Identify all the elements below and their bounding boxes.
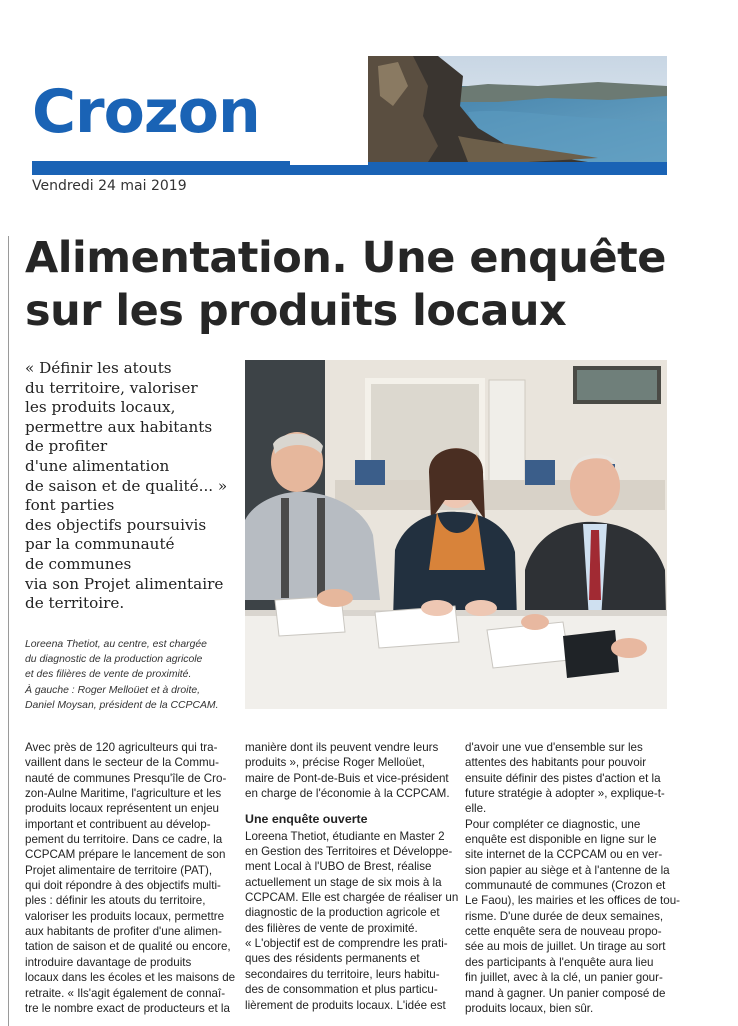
body-column-2 <box>245 740 459 1013</box>
body-line: produits locaux, bien sûr. <box>465 1001 594 1015</box>
body-line: qui doit répondre à des objectifs multi- <box>25 879 221 893</box>
body-line: retraite. « Ils'agit également de connaî- <box>25 986 226 1000</box>
body-line: site internet de la CCPCAM ou en ver- <box>465 848 663 862</box>
lead-line: via son Projet alimentaire <box>25 574 224 593</box>
body-line: « L'objectif est de comprendre les prati- <box>245 937 448 951</box>
body-line: produits », précise Roger Melloüet, <box>245 756 425 770</box>
headline <box>25 232 685 338</box>
body-line: manière dont ils peuvent vendre leurs <box>245 741 439 754</box>
body-line: ment Local à l'UBO de Brest, réalise <box>245 860 432 874</box>
body-column-3 <box>465 740 681 1016</box>
column-rule <box>8 236 9 1026</box>
body-line: d'avoir une vue d'ensemble sur les <box>465 741 643 754</box>
body-line: Loreena Thetiot, étudiante en Master 2 <box>245 829 445 843</box>
body-line: introduire davantage de produits <box>25 955 192 969</box>
body-line: future stratégie à adopter », explique-t- <box>465 787 665 801</box>
body-line: lièrement de produits locaux. L'idée est <box>245 998 446 1012</box>
lead-line: de profiter <box>25 437 108 456</box>
photo-caption <box>25 637 240 713</box>
body-line: secondaires du territoire, leurs habitu- <box>245 967 440 981</box>
body-line: tation de saison et de qualité ou encore, <box>25 940 231 954</box>
publication-date: Vendredi 24 mai 2019 <box>32 178 187 194</box>
body-line: important et contribuent au dévelop- <box>25 817 211 831</box>
lead-line: les produits locaux, <box>25 398 176 417</box>
caption-line: et des filières de vente de proximité. <box>25 669 192 681</box>
body-line: en Gestion des Territoires et Développe- <box>245 845 453 859</box>
body-line: vaillent dans le secteur de la Commu- <box>25 756 219 770</box>
body-line: attentes des habitants pour pouvoir <box>465 756 647 770</box>
lead-line: « Définir les atouts <box>25 359 172 377</box>
body-line: aux habitants de profiter d'une alimen- <box>25 925 222 939</box>
lead-line: du territoire, valoriser <box>25 378 198 397</box>
masthead-bar-gap <box>290 161 368 165</box>
headline-line-2: sur les produits locaux <box>25 286 567 336</box>
body-line: des participants à l'enquête aura lieu <box>465 955 654 969</box>
lead-paragraph <box>25 359 240 614</box>
body-line: mand à gagner. Un panier composé de <box>465 986 666 1000</box>
body-line: zon-Aulne Maritime, l'agriculture et les <box>25 787 222 801</box>
lead-line: font parties <box>25 496 115 515</box>
body-line: ples : définir les atouts du territoire, <box>25 894 206 908</box>
body-line: ensuite définir des pistes d'action et la <box>465 771 661 785</box>
body-line: des filières de vente de proximité. <box>245 921 418 935</box>
lead-line: d'une alimentation <box>25 456 170 475</box>
body-line: Avec près de 120 agriculteurs qui tra- <box>25 741 218 754</box>
caption-line: Loreena Thetiot, au centre, est chargée <box>25 639 207 650</box>
body-line: communauté de communes (Crozon et <box>465 879 666 893</box>
body-line: sion papier au siège et à l'antenne de la <box>465 863 670 877</box>
body-line: Projet alimentaire de territoire (PAT), <box>25 863 213 877</box>
body-line: sée au mois de juillet. Un tirage au sort <box>465 940 666 954</box>
body-line: risme. D'une durée de deux semaines, <box>465 909 664 923</box>
subheading: Une enquête ouverte <box>245 812 368 827</box>
caption-line: Daniel Moysan, président de la CCPCAM. <box>25 699 219 711</box>
body-line: fin juillet, avec à la clé, un panier gour- <box>465 971 663 985</box>
body-line: ques des résidents permanents et <box>245 952 420 966</box>
body-line: elle. <box>465 802 487 816</box>
body-line: cette enquête sera de nouveau propo- <box>465 925 662 939</box>
body-line: Le Faou), les mairies et les offices de tou- <box>465 894 681 908</box>
body-line: CCPCAM. Elle est chargée de réaliser un <box>245 891 459 905</box>
body-line: tre le nombre exact de producteurs et la <box>25 1001 230 1015</box>
caption-line: À gauche : Roger Melloüet et à droite, <box>25 684 201 696</box>
lead-line: des objectifs poursuivis <box>25 515 207 534</box>
body-line: CCPCAM prépare le lancement de son <box>25 848 226 862</box>
body-line: des de consommation et plus particu- <box>245 983 438 997</box>
body-line: produits locaux représentent un enjeu <box>25 802 220 816</box>
headline-line-1: Alimentation. Une enquête <box>25 233 666 283</box>
lead-line: de communes <box>25 554 132 573</box>
body-line: pement du territoire. Dans ce cadre, la <box>25 833 223 847</box>
body-line: Pour compléter ce diagnostic, une <box>465 817 641 831</box>
body-column-1 <box>25 740 236 1016</box>
body-line: valoriser les produits locaux, permettre <box>25 909 225 923</box>
caption-line: du diagnostic de la production agricole <box>25 654 203 666</box>
lead-line: permettre aux habitants <box>25 417 213 436</box>
body-line: en charge de l'économie à la CCPCAM. <box>245 787 450 801</box>
lead-line: de saison et de qualité... » <box>25 476 228 495</box>
body-line: actuellement un stage de six mois à la <box>245 875 442 889</box>
section-title: Crozon <box>32 77 260 147</box>
meeting-photo <box>245 360 667 709</box>
coastline-photo <box>368 56 667 162</box>
body-line: maire de Pont-de-Buis et vice-président <box>245 771 449 785</box>
body-line: enquête est disponible en ligne sur le <box>465 833 657 847</box>
body-line: diagnostic de la production agricole et <box>245 906 440 920</box>
body-line: locaux dans les écoles et les maisons de <box>25 971 236 985</box>
lead-line: de territoire. <box>25 594 125 613</box>
body-line: nauté de communes Presqu'île de Cro- <box>25 771 227 785</box>
lead-line: par la communauté <box>25 535 175 554</box>
